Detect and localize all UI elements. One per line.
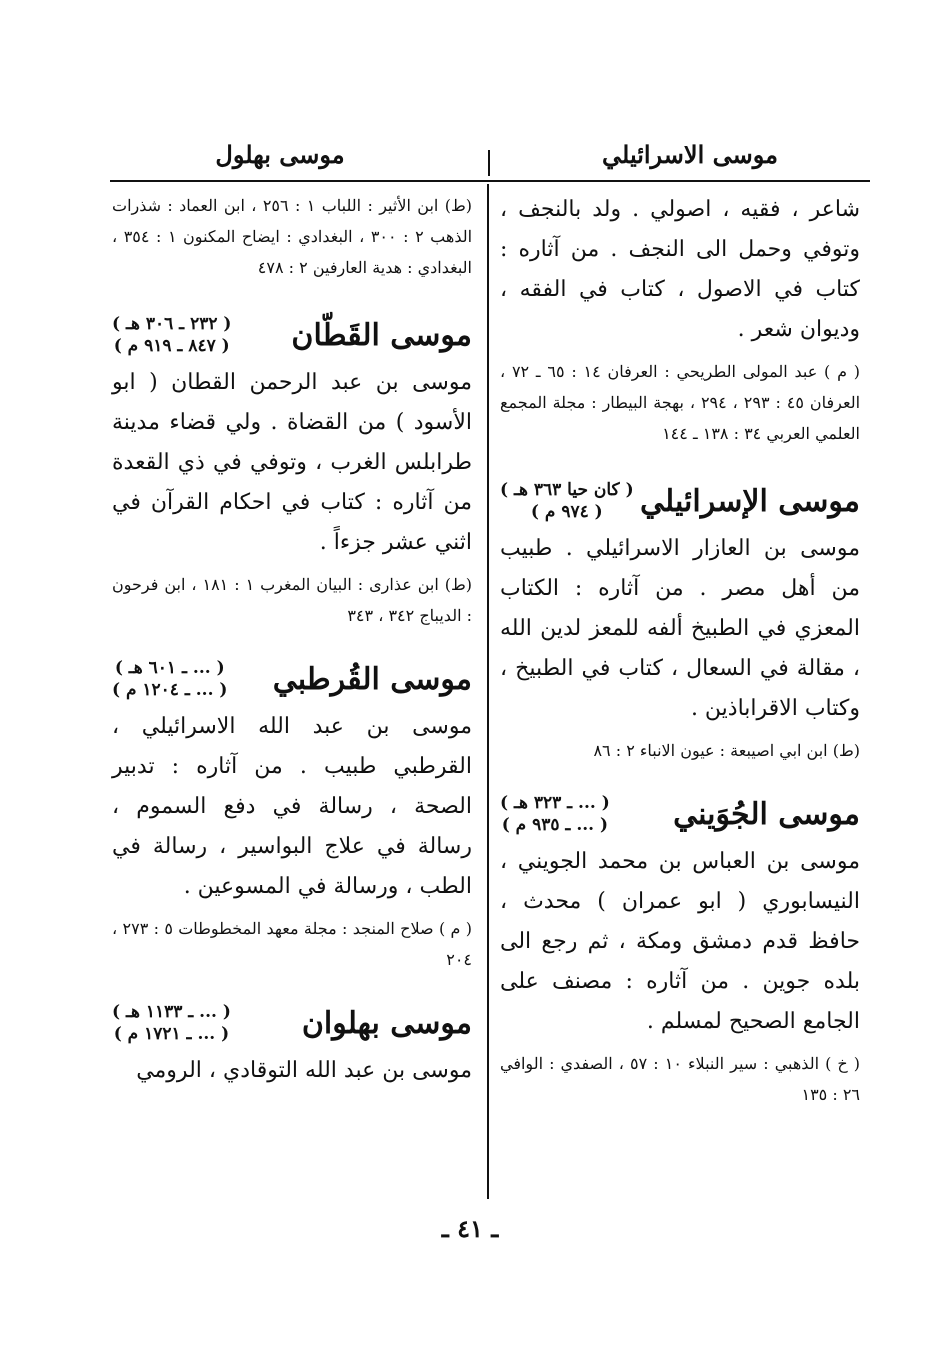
- continued-entry-ref: (ط) ابن الأثير : اللباب ١ : ٢٥٦ ، ابن العماد : شذرات الذهب ٢ : ٣٠٠ ، البغدادي : ايضاح المكنون ١ : ٣٥٤ ، البغدادي : هدية العارفين ٢ : ٤٧٨: [112, 196, 473, 277]
- entry-dates: [112, 313, 231, 357]
- entry-header: [112, 313, 472, 357]
- entry-text: موسى بن عبد الله التوقادي ، الرومي: [136, 1058, 472, 1083]
- entry-name: موسى الجُوَيني: [673, 796, 860, 832]
- entry-header: [112, 657, 472, 701]
- entry-text: موسى بن العباس بن محمد الجويني ، النيسابوري ( ابو عمران ) محدث ، حافظ قدم دمشق ومكة ، ثم رجع الى بلده جوين . من آثاره : مصنف على الجامع الصحيح لمسلم .: [500, 849, 860, 1034]
- entry-name: موسى القَطّان: [291, 317, 472, 353]
- entry-musa-juwayni: [500, 792, 860, 1110]
- entry-header: [112, 1001, 472, 1045]
- entry-musa-bahlawan: [112, 1001, 472, 1091]
- column-divider: [487, 184, 489, 1199]
- left-column: [112, 190, 472, 1091]
- date-gregorian: ( ... ـ ١٢٠٤ م ): [112, 680, 228, 700]
- date-gregorian: ( ٨٤٧ ـ ٩١٩ م ): [113, 336, 230, 356]
- entry-dates: [112, 1001, 231, 1045]
- entry-name: موسى الإسرائيلي: [640, 483, 860, 519]
- continued-entry-ref: ( م ) عبد المولى الطريحي : العرفان ١٤ : ٦٥ ـ ٧٢ ، العرفان ٤٥ : ٢٩٣ ، ٢٩٤ ، بهجة البيطار : مجلة المجمع العلمي العربي ٣٤ : ١٣٨ ـ ١٤٤: [500, 362, 861, 443]
- entry-text: موسى بن عبد الرحمن القطان ( ابو الأسود ) من القضاة . ولي قضاء مدينة طرابلس الغرب ، وتوفي في ذي القعدة من آثاره : كتاب في احكام القرآن في اثني عشر جزءاً .: [112, 370, 472, 555]
- entry-musa-qattan: [112, 313, 472, 631]
- date-hijri: ( كان حيا ٣٦٣ هـ ): [500, 480, 634, 500]
- date-hijri: ( ... ـ ٣٢٣ هـ ): [500, 793, 610, 813]
- date-gregorian: ( ... ـ ١٧٢١ م ): [113, 1024, 230, 1044]
- right-column: [500, 190, 860, 1110]
- entry-dates: [500, 792, 610, 836]
- continued-entry-text: شاعر ، فقيه ، اصولي . ولد بالنجف ، وتوفي وحمل الى النجف . من آثاره : كتاب في الاصول ، كتاب في الفقه ، وديوان شعر .: [500, 197, 860, 342]
- entry-musa-qurtubi: [112, 657, 472, 975]
- date-gregorian: ( ٩٧٤ م ): [530, 502, 603, 522]
- entry-ref: (ط) ابن ابي اصيبعة : عيون الانباء ٢ : ٨٦: [593, 741, 860, 760]
- entry-name: موسى القُرطبي: [272, 661, 472, 697]
- date-hijri: ( ٢٣٢ ـ ٣٠٦ هـ ): [112, 314, 232, 334]
- running-head-left: موسى بهلول: [215, 140, 345, 169]
- entry-ref: ( خ ) الذهبي : سير النبلاء ١٠ : ٥٧ ، الصفدي : الوافي ٢٦ : ١٣٥: [500, 1054, 861, 1104]
- date-hijri: ( ... ـ ٦٠١ هـ ): [114, 658, 225, 678]
- header-rule: [110, 180, 870, 182]
- entry-header: [500, 792, 860, 836]
- date-hijri: ( ... ـ ١١٣٣ هـ ): [112, 1002, 231, 1022]
- entry-musa-israeli: [500, 479, 860, 766]
- header-tick: [488, 150, 490, 176]
- entry-text: موسى بن العازار الاسرائيلي . طبيب من أهل مصر . من آثاره : الكتاب المعزي في الطبيخ ألفه للمعز لدين الله ، مقالة في السعال ، كتاب في الطبيخ ، وكتاب الاقراباذين .: [500, 536, 860, 721]
- entry-name: موسى بهلوان: [301, 1005, 472, 1041]
- running-head-right: موسى الاسرائيلي: [602, 140, 778, 169]
- date-gregorian: ( ... ـ ٩٣٥ م ): [501, 815, 609, 835]
- entry-dates: [500, 479, 634, 523]
- entry-dates: [112, 657, 227, 701]
- page-number: ـ ٤١ ـ: [441, 1214, 499, 1243]
- entry-header: [500, 479, 860, 523]
- entry-ref: (ط) ابن عذارى : البيان المغرب ١ : ١٨١ ، ابن فرحون : الديباج ٣٤٢ ، ٣٤٣: [112, 575, 473, 625]
- entry-text: موسى بن عبد الله الاسرائيلي ، القرطبي طبيب . من آثاره : تدبير الصحة ، رسالة في دفع السموم ، رسالة في علاج البواسير ، رسالة في الطب ، ورسالة في المسوعين .: [112, 714, 472, 899]
- entry-ref: ( م ) صلاح المنجد : مجلة معهد المخطوطات ٥ : ٢٧٣ ، ٢٠٤: [112, 919, 473, 969]
